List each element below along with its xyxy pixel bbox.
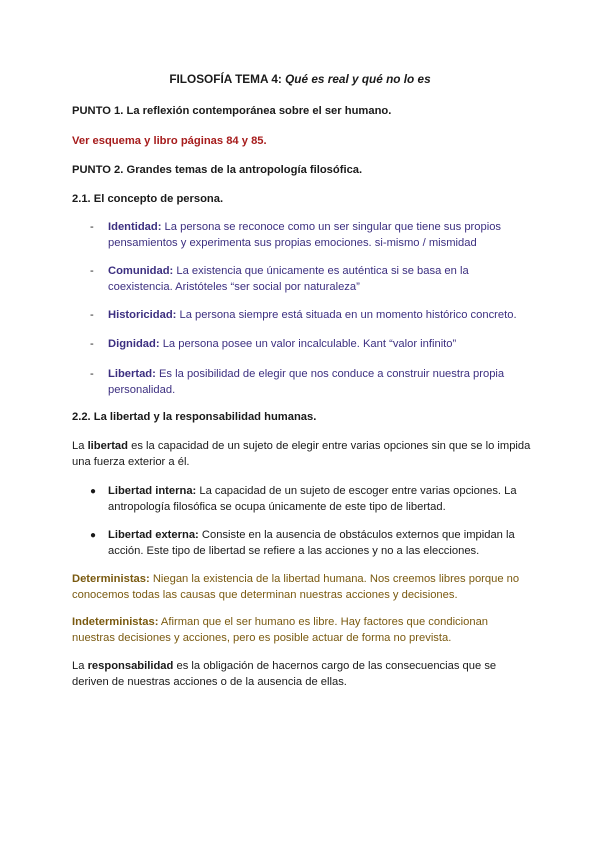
page-title: [0, 72, 600, 88]
list-item-libertad-interna: [90, 484, 530, 515]
term-libertad: Libertad:: [108, 368, 156, 380]
responsabilidad-paragraph: [72, 659, 532, 690]
list-item-historicidad: [90, 308, 530, 324]
heading-2-1: 2.1. El concepto de persona.: [72, 193, 224, 205]
dash-marker: -: [90, 309, 94, 321]
dash-marker: -: [90, 221, 94, 233]
text-historicidad: La persona siempre está situada en un momento histórico concreto.: [176, 309, 517, 321]
text-dignidad: La persona posee un valor incalculable. Kant “valor infinito”: [159, 338, 457, 350]
indeterministas-paragraph: [72, 615, 532, 646]
term-historicidad: Historicidad:: [108, 309, 177, 321]
text-identidad: La persona se reconoce como un ser singular que tiene sus propios pensamientos y experimenta sus propias emociones. si-mismo / mismidad: [108, 221, 502, 249]
list-item-dignidad: [90, 337, 530, 353]
text-indeterministas: Afirman que el ser humano es libre. Hay factores que condicionan nuestras decisiones y acciones, pero es posible actuar de forma no prevista.: [72, 616, 489, 644]
text-libertad: Es la posibilidad de elegir que nos conduce a construir nuestra propia personalidad.: [108, 368, 505, 396]
list-item-comunidad: [90, 264, 530, 295]
term-deterministas: Deterministas:: [72, 573, 150, 585]
dash-marker: -: [90, 338, 94, 350]
text-libertad-externa: Consiste en la ausencia de obstáculos externos que impidan la acción. Este tipo de libertad se refiere a las acciones y no a las elecciones.: [108, 529, 515, 557]
term-libertad-interna: Libertad interna:: [108, 485, 197, 497]
bullet-marker: ●: [90, 486, 97, 497]
libertad-definition: [72, 439, 532, 470]
libertad-def-text: es la capacidad de un sujeto de elegir entre varias opciones sin que se lo impida una fuerza exterior a él.: [72, 440, 531, 468]
term-indeterministas: Indeterministas:: [72, 616, 159, 628]
text-responsabilidad: es la obligación de hacernos cargo de las consecuencias que se deriven de nuestras acciones o de la ausencia de ellas.: [72, 660, 497, 688]
title-italic: Qué es real y qué no lo es: [285, 72, 431, 86]
list-item-libertad: [90, 367, 530, 398]
term-responsabilidad: responsabilidad: [87, 660, 174, 672]
dash-marker: -: [90, 265, 94, 277]
bullet-marker: ●: [90, 530, 97, 541]
heading-punto-2: PUNTO 2. Grandes temas de la antropología filosófica.: [72, 164, 363, 176]
term-libertad-def: libertad: [87, 440, 128, 452]
text-deterministas: Niegan la existencia de la libertad humana. Nos creemos libres porque no conocemos todas las causas que determinan nuestras acciones y decisiones.: [72, 573, 520, 601]
term-dignidad: Dignidad:: [108, 338, 160, 350]
heading-punto-1: PUNTO 1. La reflexión contemporánea sobre el ser humano.: [72, 105, 392, 117]
list-item-libertad-externa: [90, 528, 530, 559]
ver-esquema-note: Ver esquema y libro páginas 84 y 85.: [72, 135, 267, 147]
dash-marker: -: [90, 368, 94, 380]
text-comunidad: La existencia que únicamente es auténtica si se basa en la coexistencia. Aristóteles “ser social por naturaleza”: [108, 265, 469, 293]
term-comunidad: Comunidad:: [108, 265, 174, 277]
term-identidad: Identidad:: [108, 221, 162, 233]
list-item-identidad: [90, 220, 530, 251]
heading-2-2: 2.2. La libertad y la responsabilidad humanas.: [72, 411, 317, 423]
text-libertad-interna: La capacidad de un sujeto de escoger entre varias opciones. La antropología filosófica se ocupa únicamente de este tipo de libertad.: [108, 485, 517, 513]
term-libertad-externa: Libertad externa:: [108, 529, 199, 541]
libertad-def-pre: La: [72, 440, 88, 452]
deterministas-paragraph: [72, 572, 532, 603]
responsabilidad-pre: La: [72, 660, 88, 672]
title-main: FILOSOFÍA TEMA 4:: [169, 72, 286, 86]
